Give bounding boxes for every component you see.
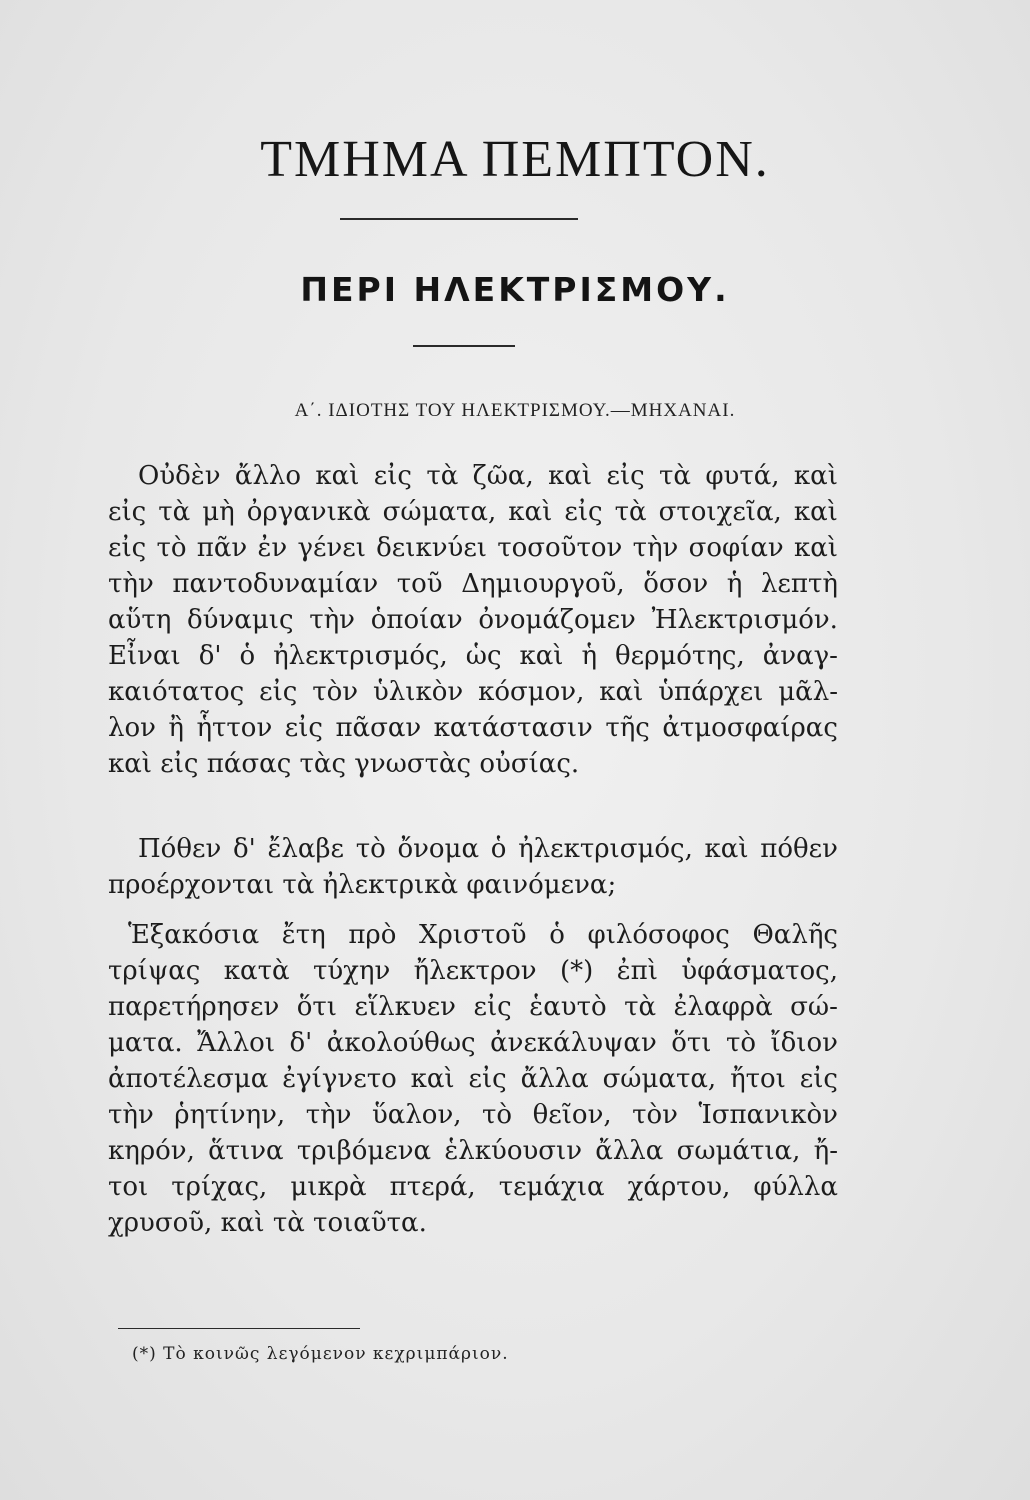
word: τριβόμενα	[296, 1136, 432, 1166]
word: καὶ	[410, 1064, 455, 1094]
word: κατὰ	[223, 956, 290, 986]
word: ὁποίαν	[370, 605, 463, 635]
word: καὶ	[508, 497, 553, 527]
word: αὕτη	[108, 605, 172, 635]
word: τύχην	[312, 956, 391, 986]
word: πόθεν	[760, 834, 838, 864]
word: ὁ	[490, 834, 507, 864]
word: φιλόσοφος	[587, 920, 730, 950]
word: ὀργανικὰ	[246, 497, 371, 527]
word: Χριστοῦ	[418, 920, 527, 950]
word: κατάστασιν	[433, 713, 593, 743]
word: ἤλεκτρον	[413, 956, 537, 986]
word: τὸ	[725, 1028, 756, 1058]
word: τοῦ	[396, 569, 443, 599]
subtitle-divider	[413, 345, 515, 347]
word: καὶ	[793, 497, 838, 527]
word: ὡς	[465, 641, 502, 671]
word: ὁ	[239, 641, 256, 671]
word: κόσμον,	[478, 677, 585, 707]
word: ἐλαφρὰ	[673, 992, 773, 1022]
word: Εἶναι	[108, 641, 181, 671]
text-line	[108, 917, 838, 953]
word: Δημιουργοῦ,	[461, 569, 625, 599]
word: ὅτι	[296, 992, 337, 1022]
word: ἄλλο	[234, 461, 302, 491]
word: ζῶα,	[472, 461, 534, 491]
word: Ἠλεκτρισμόν.	[651, 605, 838, 635]
word: ἄλλα	[595, 1136, 664, 1166]
word: εἰς	[108, 533, 147, 563]
word: καὶ	[548, 461, 593, 491]
word: τὴν	[309, 605, 355, 635]
word: εἰς	[108, 497, 147, 527]
word: ἧττον	[196, 713, 273, 743]
word: τὰ	[158, 497, 191, 527]
word: τὰ	[659, 461, 691, 491]
word: ἀκολούθως	[326, 1028, 476, 1058]
word: ἠλεκτρισμός,	[273, 641, 448, 671]
word: θερμότης,	[615, 641, 745, 671]
word: ὑφάσματος,	[681, 956, 838, 986]
word: ὅσον	[643, 569, 709, 599]
title-divider	[340, 218, 578, 220]
word: γένει	[297, 533, 366, 563]
word: θεῖον,	[532, 1100, 612, 1130]
text-line	[108, 494, 838, 530]
word: ὑλικὸν	[373, 677, 464, 707]
text-line	[108, 1133, 838, 1169]
text-line	[108, 1061, 838, 1097]
word: Ἄλλοι	[197, 1028, 276, 1058]
word: καὶ	[599, 677, 644, 707]
word: λεπτὴ	[760, 569, 838, 599]
word: τοι	[108, 1172, 149, 1202]
word: δ'	[289, 1028, 313, 1058]
word: ἀνεκάλυψαν	[490, 1028, 657, 1058]
word: ἠλεκτρισμός,	[518, 834, 693, 864]
word: ἑλκύουσιν	[444, 1136, 583, 1166]
text-line	[108, 1169, 838, 1205]
chapter-subtitle: ΠΕΡΙ ΗΛΕΚΤΡΙΣΜΟΥ.	[300, 270, 730, 309]
word: μὴ	[202, 497, 235, 527]
word: εἰς	[606, 461, 645, 491]
word: τρίψας	[108, 956, 201, 986]
word: ἄλλα	[520, 1064, 589, 1094]
word: εἰς	[799, 1064, 838, 1094]
word: στοιχεῖα,	[658, 497, 782, 527]
text-line	[108, 710, 838, 746]
word: παντοδυναμίαν	[172, 569, 379, 599]
word: τὸν	[632, 1100, 678, 1130]
text-line: προέρχονται τὰ ἠλεκτρικὰ φαινόμενα;	[108, 870, 617, 900]
footnote-divider	[118, 1328, 360, 1329]
word: ἐπὶ	[616, 956, 658, 986]
word: ἤτοι	[730, 1064, 786, 1094]
word: φυτά,	[705, 461, 780, 491]
word: Θαλῆς	[752, 920, 838, 950]
word: ἴδιον	[770, 1028, 838, 1058]
word: ματα.	[108, 1028, 183, 1058]
text-line	[108, 602, 838, 638]
text-line	[108, 953, 838, 989]
word: τὸν	[312, 677, 359, 707]
footnote: (*) Τὸ κοινῶς λεγόμενον κεχριμπάριον.	[132, 1344, 509, 1364]
word: μικρὰ	[290, 1172, 367, 1202]
word: Ἱσπανικὸν	[698, 1100, 838, 1130]
text-line	[108, 638, 838, 674]
word: Οὐδὲν	[138, 461, 221, 491]
word: τὴν	[108, 569, 154, 599]
word: τῆς	[605, 713, 650, 743]
word: ἔτη	[281, 920, 326, 950]
word: ἐν	[257, 533, 288, 563]
text-line	[108, 989, 838, 1025]
text-line	[108, 530, 838, 566]
word: καὶ	[793, 533, 838, 563]
word: ὅτι	[671, 1028, 712, 1058]
word: ἢ	[168, 713, 184, 743]
text-line: χρυσοῦ, καὶ τὰ τοιαῦτα.	[108, 1208, 427, 1238]
word: εἵλκυεν	[354, 992, 456, 1022]
word: (*)	[559, 956, 594, 986]
word: εἰς	[473, 992, 512, 1022]
word: πρὸ	[348, 920, 397, 950]
paragraph-1	[108, 458, 838, 782]
word: ἑαυτὸ	[529, 992, 607, 1022]
word: τὸ	[482, 1100, 513, 1130]
word: δεικνύει	[376, 533, 487, 563]
word: καὶ	[519, 641, 564, 671]
word: εἰς	[259, 677, 298, 707]
word: ἡ	[726, 569, 743, 599]
chapter-title: ΤΜΗΜΑ ΠΕΜΠΤΟΝ.	[260, 131, 770, 188]
word: δ'	[198, 641, 222, 671]
word: τεμάχια	[498, 1172, 605, 1202]
word: σώματα,	[382, 497, 497, 527]
word: καὶ	[793, 461, 838, 491]
word: σωμάτια,	[676, 1136, 801, 1166]
text-line: καὶ εἰς πάσας τὰς γνωστὰς οὐσίας.	[108, 749, 580, 779]
word: φύλλα	[753, 1172, 838, 1202]
word: τὰ	[426, 461, 459, 491]
text-line	[108, 1025, 838, 1061]
word: καιότατος	[108, 677, 245, 707]
word: τὰ	[624, 992, 657, 1022]
word: ἡ	[581, 641, 598, 671]
word: πᾶν	[196, 533, 248, 563]
word: ἀποτέλεσμα	[108, 1064, 269, 1094]
word: καὶ	[704, 834, 749, 864]
word: τὴν	[305, 1100, 352, 1130]
word: ὀνομάζομεν	[478, 605, 636, 635]
word: πτερά,	[389, 1172, 476, 1202]
word: τὴν	[108, 1100, 154, 1130]
word: ἅτινα	[208, 1136, 284, 1166]
word: τὰ	[614, 497, 647, 527]
text-line	[108, 458, 838, 494]
word: ἔλαβε	[267, 834, 344, 864]
word: ὕαλον,	[371, 1100, 462, 1130]
text-line	[108, 566, 838, 602]
text-line	[108, 831, 838, 867]
word: Ἑξακόσια	[128, 920, 260, 950]
word: σοφίαν	[688, 533, 784, 563]
word: Πόθεν	[138, 834, 222, 864]
word: χάρτου,	[627, 1172, 731, 1202]
text-line	[108, 1097, 838, 1133]
text-line	[108, 674, 838, 710]
word: ἀναγ-	[762, 641, 838, 671]
word: εἰς	[373, 461, 412, 491]
word: κηρόν,	[108, 1136, 195, 1166]
word: δύναμις	[187, 605, 294, 635]
word: ἀτμοσφαίρας	[662, 713, 838, 743]
word: καὶ	[315, 461, 360, 491]
word: εἰς	[564, 497, 603, 527]
word: ὄνομα	[397, 834, 480, 864]
word: σώ-	[790, 992, 838, 1022]
word: ῥητίνην,	[174, 1100, 286, 1130]
word: ὑπάρχει	[658, 677, 764, 707]
word: τὸ	[355, 834, 386, 864]
word: εἰς	[284, 713, 323, 743]
word: ὁ	[549, 920, 565, 950]
word: ἤ-	[813, 1136, 838, 1166]
word: ἐγίγνετο	[282, 1064, 397, 1094]
section-heading: Α΄. ΙΔΙΟΤΗΣ ΤΟΥ ΗΛΕΚΤΡΙΣΜΟΥ.—ΜΗΧΑΝΑΙ.	[294, 400, 736, 421]
word: εἰς	[468, 1064, 507, 1094]
word: τρίχας,	[171, 1172, 268, 1202]
paragraph-3	[108, 917, 838, 1241]
word: σώματα,	[602, 1064, 717, 1094]
word: μᾶλ-	[778, 677, 838, 707]
word: τοσοῦτον	[497, 533, 623, 563]
word: πᾶσαν	[335, 713, 422, 743]
word: παρετήρησεν	[108, 992, 280, 1022]
word: τὴν	[632, 533, 679, 563]
paragraph-2	[108, 831, 838, 903]
word: δ'	[232, 834, 256, 864]
word: λον	[108, 713, 156, 743]
word: τὸ	[156, 533, 187, 563]
